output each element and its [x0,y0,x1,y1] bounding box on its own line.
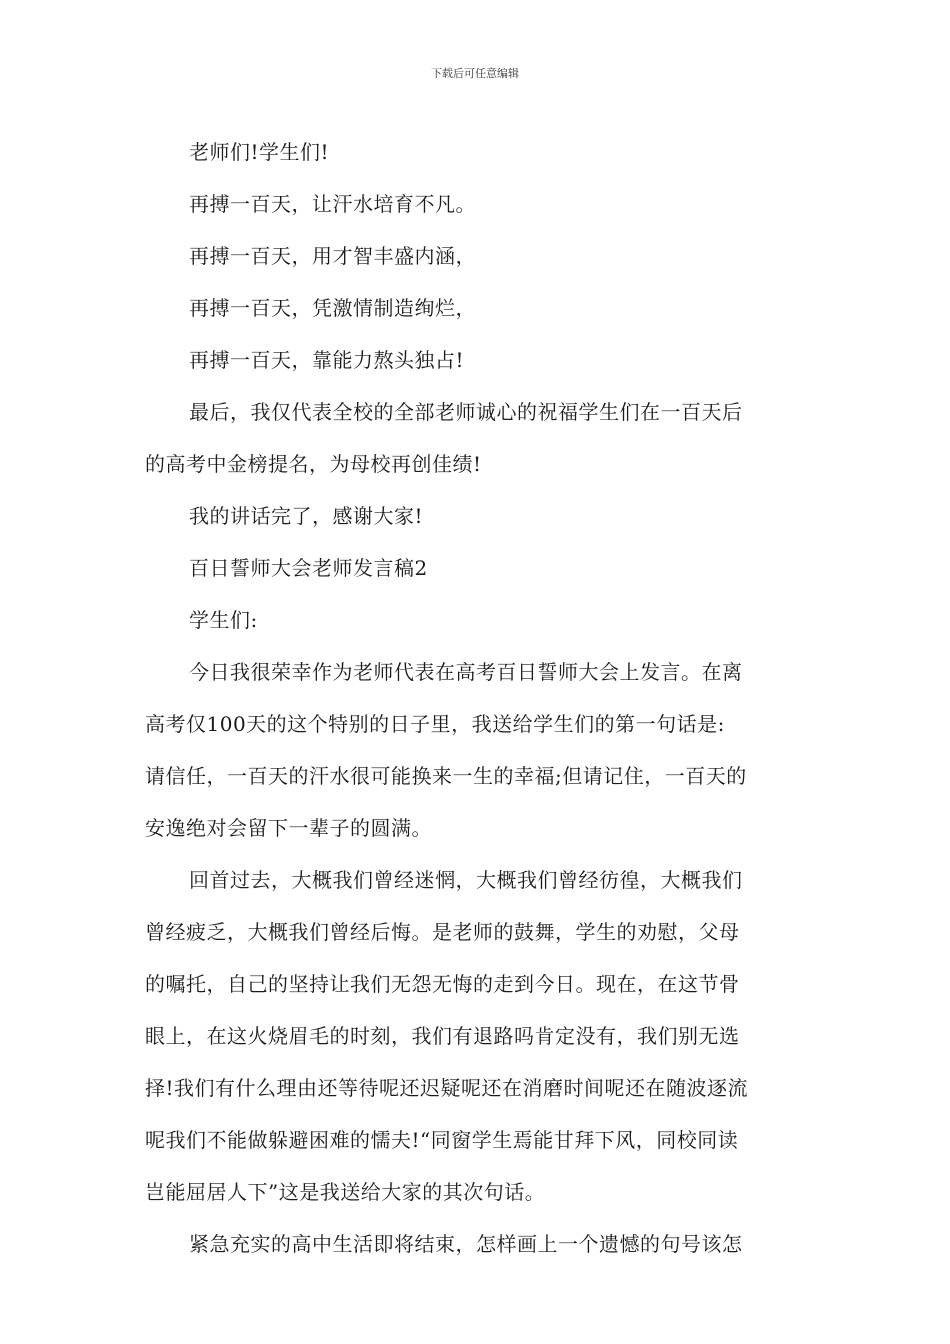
text-line: 曾经疲乏，大概我们曾经后悔。是老师的鼓舞，学生的劝慰，父母 [145,920,740,944]
text-line: 高考仅100天的这个特别的日子里，我送给学生们的第一句话是: [145,712,725,736]
text-line: 今日我很荣幸作为老师代表在高考百日誓师大会上发言。在离 [189,660,743,684]
page-header: 下载后可任意编辑 [431,67,519,80]
text-line: 我的讲话完了，感谢大家! [189,504,424,528]
text-line: 岂能屈居人下”这是我送给大家的其次句话。 [145,1180,546,1204]
text-line: 请信任，一百天的汗水很可能换来一生的幸福;但请记住，一百天的 [145,764,747,788]
section-title: 百日誓师大会老师发言稿2 [189,556,428,580]
text-line: 老师们!学生们! [189,140,330,164]
text-line: 再搏一百天，靠能力熬头独占! [189,348,465,372]
salutation: 学生们: [189,608,258,632]
text-line: 安逸绝对会留下一辈子的圆满。 [145,816,432,840]
text-line: 呢我们不能做躲避困难的懦夫!“同窗学生焉能甘拜下风，同校同读 [145,1128,739,1152]
text-line: 再搏一百天，让汗水培育不凡。 [189,192,476,216]
text-line: 紧急充实的高中生活即将结束，怎样画上一个遗憾的句号该怎 [189,1232,743,1256]
document-body [145,126,807,1270]
text-line: 再搏一百天，用才智丰盛内涵， [189,244,476,268]
text-line: 回首过去，大概我们曾经迷惘，大概我们曾经彷徨，大概我们 [189,868,743,892]
text-line: 的嘱托，自己的坚持让我们无怨无悔的走到今日。现在，在这节骨 [145,972,740,996]
text-line: 的高考中金榜提名，为母校再创佳绩! [145,452,482,476]
text-line: 眼上，在这火烧眉毛的时刻，我们有退路吗肯定没有，我们别无选 [145,1024,740,1048]
text-line: 最后，我仅代表全校的全部老师诚心的祝福学生们在一百天后 [189,400,743,424]
text-line: 再搏一百天，凭激情制造绚烂， [189,296,476,320]
text-line: 择!我们有什么理由还等待呢还迟疑呢还在消磨时间呢还在随波逐流 [145,1076,749,1100]
